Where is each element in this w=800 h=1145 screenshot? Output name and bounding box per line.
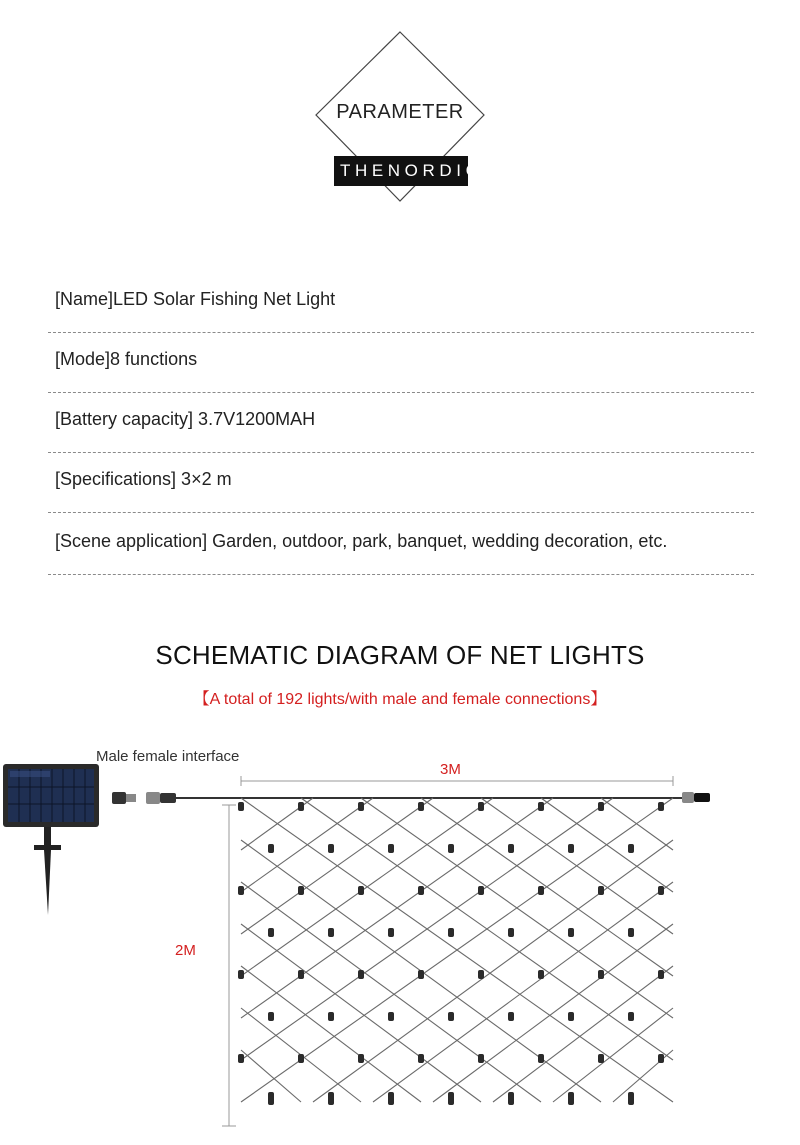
led-bulb-icon: [628, 844, 634, 853]
net-light-diagram: [0, 740, 800, 1145]
led-bulb-icon: [508, 1012, 514, 1021]
dashed-divider: [48, 574, 754, 575]
led-bulb-icon: [658, 886, 664, 895]
led-bulb-icon: [598, 1054, 604, 1063]
param-row-mode: [48, 333, 754, 393]
led-bulb-icon: [238, 1054, 244, 1063]
led-bulb-icon: [568, 1092, 574, 1101]
led-bulb-icon: [328, 844, 334, 853]
connector-label: Male female interface: [96, 748, 240, 765]
height-dimension-label: 2M: [175, 942, 196, 959]
led-bulb-icon: [538, 970, 544, 979]
param-row-scene: [48, 515, 754, 575]
led-bulb-icon: [328, 1012, 334, 1021]
led-bulb-icon: [298, 802, 304, 811]
param-name-text: [Name]LED Solar Fishing Net Light: [55, 289, 336, 309]
led-bulb-icon: [358, 970, 364, 979]
led-bulb-icon: [268, 1012, 274, 1021]
led-bulb-icon: [568, 844, 574, 853]
led-bulb-icon: [628, 1012, 634, 1021]
led-bulb-icon: [418, 802, 424, 811]
param-mode-text: [Mode]8 functions: [55, 349, 198, 369]
led-bulb-icon: [568, 928, 574, 937]
led-bulb-icon: [508, 844, 514, 853]
led-bulb-icon: [598, 802, 604, 811]
led-bulb-icon: [478, 802, 484, 811]
led-bulb-icon: [388, 844, 394, 853]
led-bulb-icon: [268, 1092, 274, 1101]
led-bulb-icon: [238, 970, 244, 979]
led-bulb-icon: [358, 1054, 364, 1063]
led-bulb-icon: [628, 928, 634, 937]
led-bulb-icon: [658, 1054, 664, 1063]
led-bulb-icon: [298, 970, 304, 979]
led-bulb-icon: [418, 970, 424, 979]
led-bulb-icon: [598, 970, 604, 979]
led-bulb-icon: [448, 1092, 454, 1101]
led-bulb-icon: [478, 970, 484, 979]
led-bulb-icon: [538, 802, 544, 811]
led-bulb-icon: [388, 1012, 394, 1021]
brand-banner: THENORDIC: [334, 156, 468, 186]
led-bulb-icon: [508, 928, 514, 937]
led-bulb-icon: [448, 1012, 454, 1021]
led-bulb-icon: [388, 1092, 394, 1101]
led-bulb-icon: [568, 1012, 574, 1021]
led-bulb-icon: [448, 844, 454, 853]
dashed-divider: [48, 512, 754, 513]
param-row-battery: [48, 393, 754, 453]
led-bulb-icon: [538, 886, 544, 895]
param-row-name: [48, 273, 754, 333]
led-bulb-icon: [448, 928, 454, 937]
led-bulb-icon: [538, 1054, 544, 1063]
led-bulb-icon: [328, 928, 334, 937]
led-bulb-icon: [358, 802, 364, 811]
led-bulb-icon: [238, 802, 244, 811]
led-bulb-icon: [478, 886, 484, 895]
led-bulb-icon: [418, 886, 424, 895]
param-scene-text: [Scene application] Garden, outdoor, park, banquet, wedding decoration, etc.: [55, 531, 668, 551]
param-battery-text: [Battery capacity] 3.7V1200MAH: [55, 409, 316, 429]
width-dimension-label: 3M: [440, 761, 461, 778]
schematic-title: SCHEMATIC DIAGRAM OF NET LIGHTS: [155, 640, 645, 670]
led-bulb-icon: [268, 928, 274, 937]
led-bulb-icon: [238, 886, 244, 895]
parameter-title: PARAMETER: [336, 101, 464, 123]
led-bulb-icon: [298, 1054, 304, 1063]
param-specifications-text: [Specifications] 3×2 m: [55, 469, 232, 489]
solar-panel-icon: [3, 764, 99, 915]
led-bulb-icon: [328, 1092, 334, 1101]
led-bulb-icon: [418, 1054, 424, 1063]
param-row-specifications: [48, 453, 754, 513]
led-bulb-icon: [658, 970, 664, 979]
led-bulb-icon: [628, 1092, 634, 1101]
led-bulb-icon: [358, 886, 364, 895]
led-bulb-icon: [478, 1054, 484, 1063]
led-bulb-icon: [388, 928, 394, 937]
led-bulb-icon: [298, 886, 304, 895]
schematic-subtitle: 【A total of 192 lights/with male and female connections】: [193, 691, 607, 708]
led-bulb-icon: [598, 886, 604, 895]
led-bulb-icon: [268, 844, 274, 853]
led-bulb-icon: [508, 1092, 514, 1101]
led-bulb-icon: [658, 802, 664, 811]
